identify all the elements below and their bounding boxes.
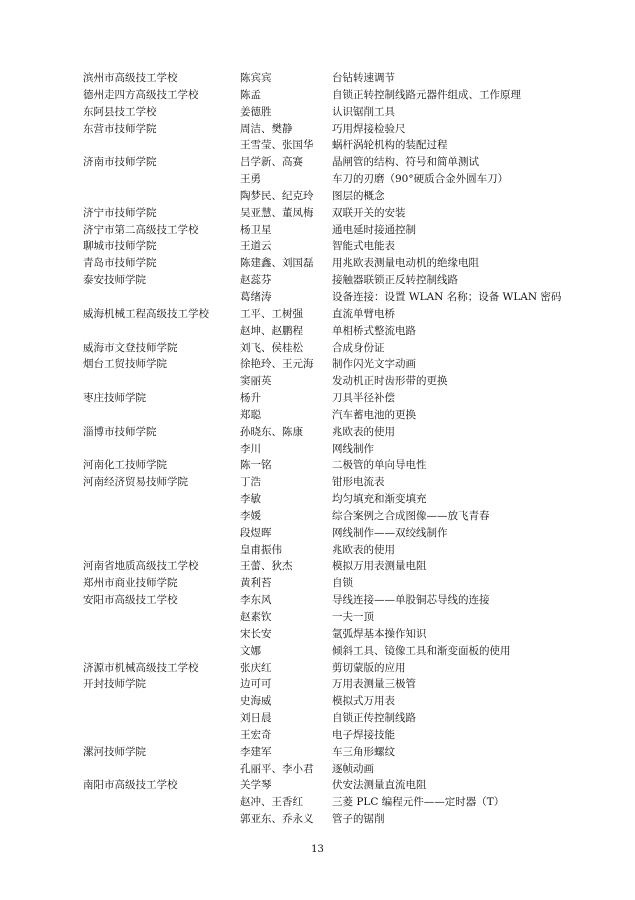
lesson-topic: 设备连接：设置 WLAN 名称；设备 WLAN 密码 bbox=[332, 290, 562, 303]
lesson-topic: 电子焊接技能 bbox=[332, 728, 395, 741]
school-name: 淄博市技师学院 bbox=[83, 425, 157, 438]
lesson-topic: 接触器联锁正反转控制线路 bbox=[332, 274, 458, 287]
teacher-names: 孔丽平、李小君 bbox=[240, 762, 314, 775]
lesson-topic: 图层的概念 bbox=[332, 189, 385, 202]
lesson-topic: 模拟万用表测量电阻 bbox=[332, 560, 427, 573]
teacher-names: 李敏 bbox=[240, 493, 261, 506]
school-name: 德州走四方高级技工学校 bbox=[83, 88, 199, 101]
teacher-names: 杨卫星 bbox=[240, 223, 272, 236]
school-name: 东营市技师学院 bbox=[83, 122, 157, 135]
teacher-names: 赵坤、赵鹏程 bbox=[240, 324, 303, 337]
school-name: 济源市机械高级技工学校 bbox=[83, 661, 199, 674]
school-name: 济南市技师学院 bbox=[83, 156, 157, 169]
lesson-topic: 自锁 bbox=[332, 577, 353, 590]
teacher-names: 文娜 bbox=[240, 644, 261, 657]
entry-row bbox=[83, 542, 563, 559]
page-number: 13 bbox=[311, 844, 324, 855]
entry-row bbox=[83, 744, 563, 761]
school-name: 漯河技师学院 bbox=[83, 745, 146, 758]
teacher-names: 陈一铭 bbox=[240, 459, 272, 472]
teacher-names: 宋长安 bbox=[240, 627, 272, 640]
teacher-names: 王宏奇 bbox=[240, 728, 272, 741]
entry-row bbox=[83, 424, 563, 441]
teacher-names: 李东风 bbox=[240, 594, 272, 607]
teacher-names: 段煜晖 bbox=[240, 526, 272, 539]
entry-row bbox=[83, 491, 563, 508]
lesson-topic: 智能式电能表 bbox=[332, 240, 395, 253]
entry-row bbox=[83, 238, 563, 255]
teacher-names: 陈宾宾 bbox=[240, 72, 272, 84]
teacher-names: 赵冲、王香红 bbox=[240, 796, 303, 809]
entry-row bbox=[83, 457, 563, 474]
lesson-topic: 兆欧表的使用 bbox=[332, 425, 395, 438]
school-name: 东阿县技工学校 bbox=[83, 105, 157, 118]
entry-row bbox=[83, 255, 563, 272]
entry-row bbox=[83, 575, 563, 592]
lesson-topic: 伏安法测量直流电阻 bbox=[332, 779, 427, 792]
lesson-topic: 通电延时接通控制 bbox=[332, 223, 416, 236]
entry-row bbox=[83, 794, 563, 811]
entry-row bbox=[83, 137, 563, 154]
teacher-names: 边可可 bbox=[240, 678, 272, 691]
lesson-topic: 管子的锯削 bbox=[332, 813, 385, 826]
teacher-names: 陈孟 bbox=[240, 88, 261, 101]
teacher-names: 陈建鑫、刘国磊 bbox=[240, 257, 314, 270]
entry-row bbox=[83, 340, 563, 357]
teacher-names: 史海威 bbox=[240, 695, 272, 708]
teacher-names: 郑聪 bbox=[240, 408, 261, 421]
lesson-topic: 汽车蓄电池的更换 bbox=[332, 408, 416, 421]
school-name: 河南省地质高级技工学校 bbox=[83, 560, 199, 573]
entry-row bbox=[83, 407, 563, 424]
school-name: 安阳市高级技工学校 bbox=[83, 594, 178, 607]
teacher-names: 姜德胜 bbox=[240, 105, 272, 118]
teacher-names: 周洁、樊静 bbox=[240, 122, 293, 135]
lesson-topic: 自锁正转控制线路元器件组成、工作原理 bbox=[332, 88, 521, 101]
teacher-names: 王雪莹、张国华 bbox=[240, 139, 314, 152]
lesson-topic: 网线制作 bbox=[332, 442, 374, 455]
teacher-names: 王勇 bbox=[240, 173, 261, 186]
teacher-names: 赵素钦 bbox=[240, 611, 272, 623]
teacher-names: 李川 bbox=[240, 442, 261, 455]
lesson-topic: 三菱 PLC 编程元件——定时器（T） bbox=[332, 796, 505, 809]
lesson-topic: 蜗杆涡轮机构的装配过程 bbox=[332, 139, 448, 152]
teacher-names: 丁浩 bbox=[240, 476, 261, 489]
lesson-topic: 剪切蒙版的应用 bbox=[332, 661, 406, 674]
teacher-names: 窦丽英 bbox=[240, 375, 272, 388]
entry-row bbox=[83, 222, 563, 239]
lesson-topic: 用兆欧表测量电动机的绝缘电阻 bbox=[332, 257, 479, 270]
entry-row bbox=[83, 626, 563, 643]
entry-row bbox=[83, 777, 563, 794]
entry-row bbox=[83, 171, 563, 188]
entry-row bbox=[83, 390, 563, 407]
teacher-names: 关学琴 bbox=[240, 779, 272, 792]
entry-listing bbox=[83, 70, 563, 828]
teacher-names: 葛绪涛 bbox=[240, 290, 272, 303]
school-name: 枣庄技师学院 bbox=[83, 392, 146, 405]
school-name: 威海市文登技师学院 bbox=[83, 341, 178, 354]
lesson-topic: 认识锯削工具 bbox=[332, 105, 395, 118]
entry-row bbox=[83, 104, 563, 121]
teacher-names: 徐艳玲、王元海 bbox=[240, 358, 314, 371]
lesson-topic: 氩弧焊基本操作知识 bbox=[332, 627, 427, 640]
lesson-topic: 逐帧动画 bbox=[332, 762, 374, 775]
entry-row bbox=[83, 693, 563, 710]
entry-row bbox=[83, 373, 563, 390]
teacher-names: 皇甫振伟 bbox=[240, 543, 282, 556]
entry-row bbox=[83, 188, 563, 205]
entry-row bbox=[83, 811, 563, 828]
teacher-names: 李媛 bbox=[240, 509, 261, 522]
teacher-names: 刘日晨 bbox=[240, 712, 272, 725]
entry-row bbox=[83, 609, 563, 626]
entry-row bbox=[83, 289, 563, 306]
entry-row bbox=[83, 323, 563, 340]
school-name: 滨州市高级技工学校 bbox=[83, 72, 178, 84]
school-name: 南阳市高级技工学校 bbox=[83, 779, 178, 792]
lesson-topic: 兆欧表的使用 bbox=[332, 543, 395, 556]
teacher-names: 张庆红 bbox=[240, 661, 272, 674]
entry-row bbox=[83, 660, 563, 677]
school-name: 聊城市技师学院 bbox=[83, 240, 157, 253]
entry-row bbox=[83, 727, 563, 744]
lesson-topic: 网线制作——双绞线制作 bbox=[332, 526, 448, 539]
entry-row bbox=[83, 525, 563, 542]
school-name: 济宁市技师学院 bbox=[83, 206, 157, 219]
teacher-names: 吴亚慧、董凤梅 bbox=[240, 206, 314, 219]
lesson-topic: 单相桥式整流电路 bbox=[332, 324, 416, 337]
entry-row bbox=[83, 70, 563, 87]
school-name: 青岛市技师学院 bbox=[83, 257, 157, 270]
teacher-names: 孙晓东、陈康 bbox=[240, 425, 303, 438]
entry-row bbox=[83, 592, 563, 609]
teacher-names: 吕学新、高赛 bbox=[240, 156, 303, 169]
lesson-topic: 综合案例之合成图像——放飞青春 bbox=[332, 509, 490, 522]
entry-row bbox=[83, 441, 563, 458]
lesson-topic: 自锁正传控制线路 bbox=[332, 712, 416, 725]
entry-row bbox=[83, 474, 563, 491]
entry-row bbox=[83, 306, 563, 323]
lesson-topic: 钳形电流表 bbox=[332, 476, 385, 489]
entry-row bbox=[83, 356, 563, 373]
entry-row bbox=[83, 121, 563, 138]
school-name: 威海机械工程高级技工学校 bbox=[83, 307, 209, 320]
teacher-names: 杨升 bbox=[240, 392, 261, 405]
lesson-topic: 台钻转速调节 bbox=[332, 72, 395, 84]
lesson-topic: 直流单臂电桥 bbox=[332, 307, 395, 320]
teacher-names: 王蕾、狄杰 bbox=[240, 560, 293, 573]
school-name: 河南经济贸易技师学院 bbox=[83, 476, 188, 489]
lesson-topic: 倾斜工具、镜像工具和渐变面板的使用 bbox=[332, 644, 511, 657]
teacher-names: 赵蕊芬 bbox=[240, 274, 272, 287]
entry-row bbox=[83, 508, 563, 525]
entry-row bbox=[83, 710, 563, 727]
entry-row bbox=[83, 205, 563, 222]
teacher-names: 刘飞、侯桂松 bbox=[240, 341, 303, 354]
entry-row bbox=[83, 676, 563, 693]
lesson-topic: 发动机正时齿形带的更换 bbox=[332, 375, 448, 388]
entry-row bbox=[83, 643, 563, 660]
lesson-topic: 万用表测量三极管 bbox=[332, 678, 416, 691]
school-name: 泰安技师学院 bbox=[83, 274, 146, 287]
lesson-topic: 导线连接——单股铜芯导线的连接 bbox=[332, 594, 490, 607]
school-name: 开封技师学院 bbox=[83, 678, 146, 691]
lesson-topic: 双联开关的安装 bbox=[332, 206, 406, 219]
lesson-topic: 二极管的单向导电性 bbox=[332, 459, 427, 472]
school-name: 烟台工贸技师学院 bbox=[83, 358, 167, 371]
teacher-names: 陶梦民、纪克玲 bbox=[240, 189, 314, 202]
lesson-topic: 巧用焊接检验尺 bbox=[332, 122, 406, 135]
lesson-topic: 车三角形螺纹 bbox=[332, 745, 395, 758]
lesson-topic: 车刀的刃磨（90°硬质合金外圆车刀） bbox=[332, 173, 509, 186]
teacher-names: 王道云 bbox=[240, 240, 272, 253]
teacher-names: 郭亚东、乔永义 bbox=[240, 813, 314, 826]
entry-row bbox=[83, 558, 563, 575]
teacher-names: 李建军 bbox=[240, 745, 272, 758]
lesson-topic: 模拟式万用表 bbox=[332, 695, 395, 708]
entry-row bbox=[83, 272, 563, 289]
lesson-topic: 制作闪光文字动画 bbox=[332, 358, 416, 371]
school-name: 郑州市商业技师学院 bbox=[83, 577, 178, 590]
entry-row bbox=[83, 154, 563, 171]
school-name: 河南化工技师学院 bbox=[83, 459, 167, 472]
teacher-names: 工平、工树强 bbox=[240, 307, 303, 320]
lesson-topic: 晶闸管的结构、符号和简单测试 bbox=[332, 156, 479, 169]
entry-row bbox=[83, 761, 563, 778]
lesson-topic: 均匀填充和渐变填充 bbox=[332, 493, 427, 506]
entry-row bbox=[83, 87, 563, 104]
lesson-topic: 一夫一顶 bbox=[332, 611, 374, 623]
lesson-topic: 合成身份证 bbox=[332, 341, 385, 354]
school-name: 济宁市第二高级技工学校 bbox=[83, 223, 199, 236]
lesson-topic: 刀具半径补偿 bbox=[332, 392, 395, 405]
teacher-names: 黄利苔 bbox=[240, 577, 272, 590]
